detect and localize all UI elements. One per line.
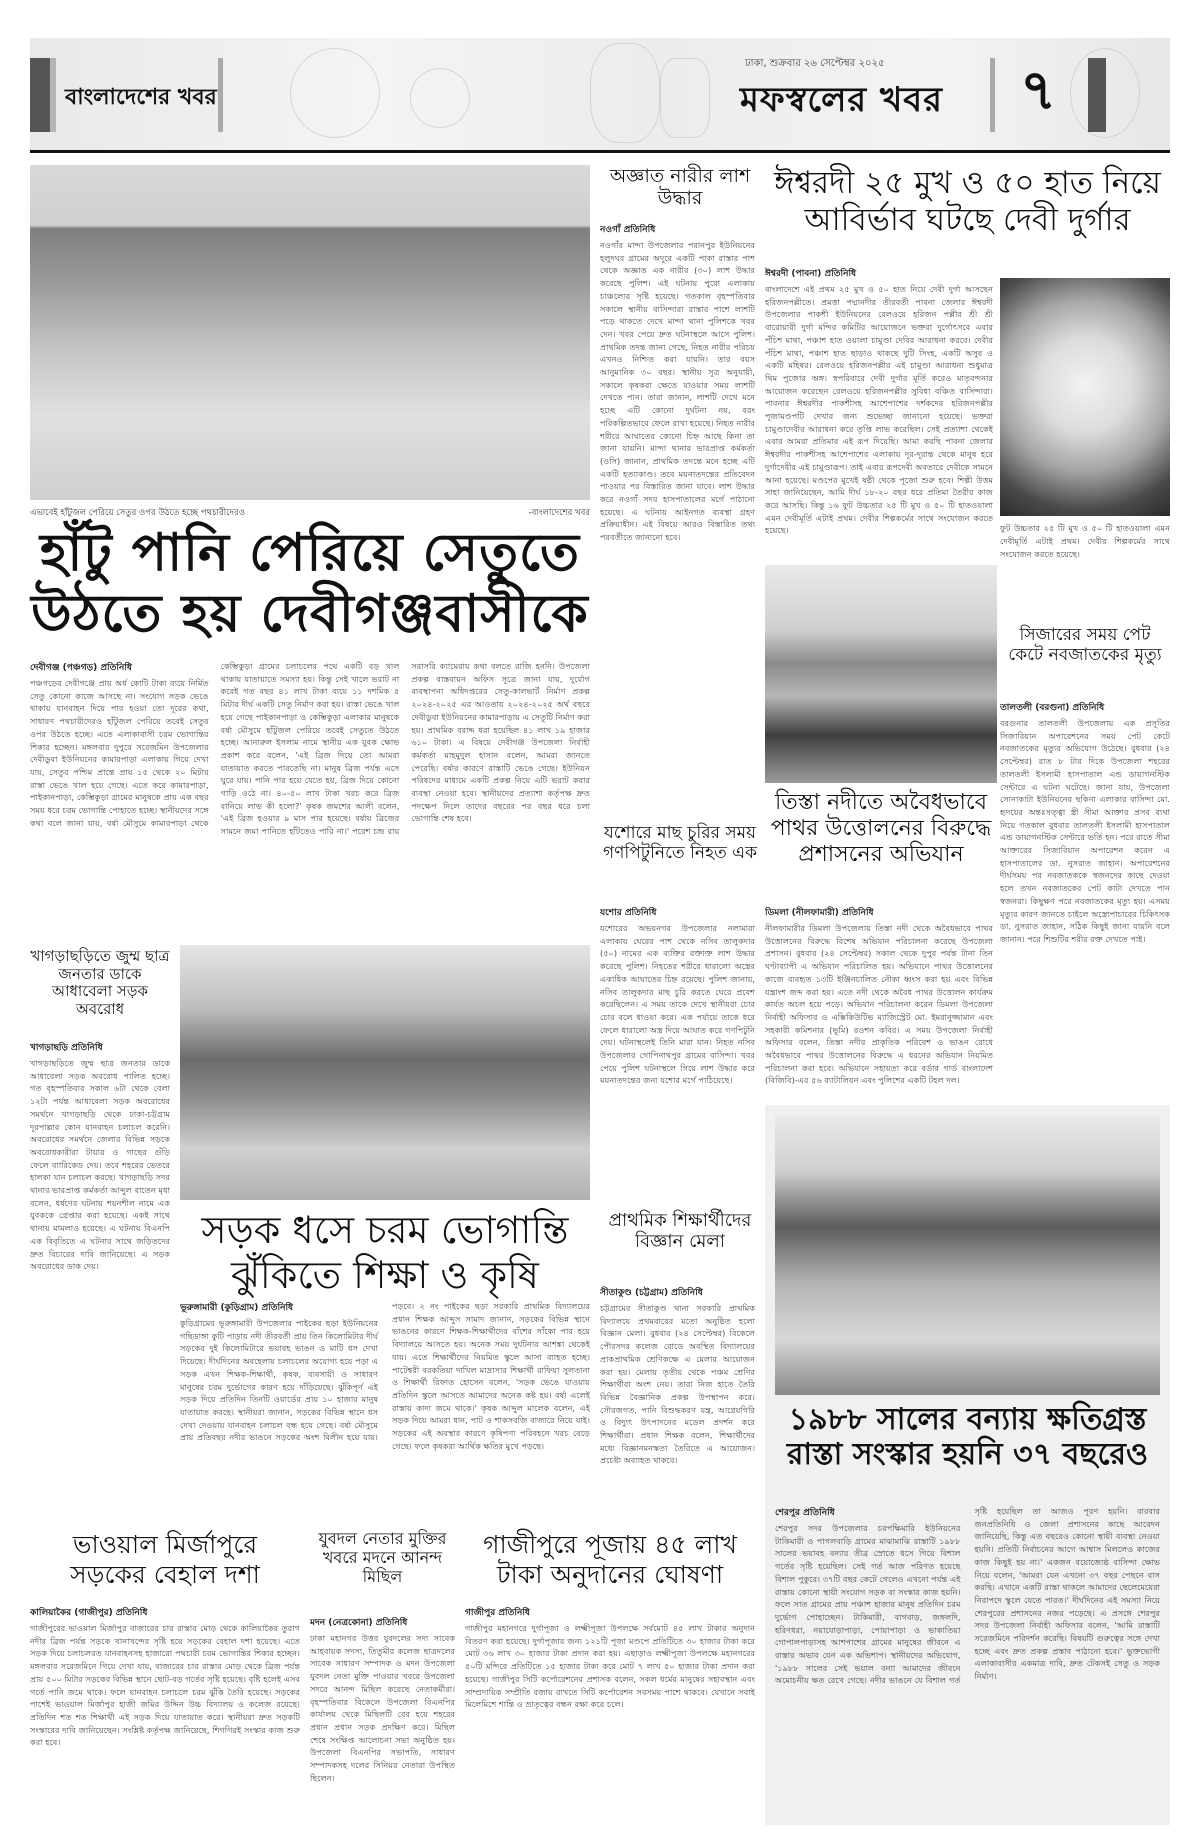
article-body: বাংলাদেশে এই প্রথম ২৫ মুখ ও ৫০ হাত নিয়ে দেবী দুর্গা আসছেন হরিজনপল্লীতে। প্রমত্তা পদ্মানদীর তীরবর্তী পাবনা জেলার ঈশ্বরদী উপজেলার পাকশী ইউনিয়নের রেলওয়ে হরিজন পল্লীর শ্রী শ্রী বারোয়ারী দুর্গা মন্দির কমিটির আয়োজনে ভক্তরা দুর্গোৎসবে এবার পঁচিশ মাথা, পঞ্চাশ হাত ওয়ালা চামুণ্ডা দেবির আরাধনা করবে। দেবীর পঁচিশ মাথা, পঞ্চাশ হাত ছাড়াও থাকছে দুটি সিংহ, একটি অসুর ও একটি মহিষর। রেলওয়ে হরিজনপল্লীর এই চামুণ্ডা আরাধনা শুধুমাত্র থিম পুজোর অঙ্গ। স্বপরিবারে দেবী দুর্গার মূর্তি করেও মাতৃবন্দনার আয়োজন করেছেন রেলওয়ে হরিজনপল্লীর সুবিধা বঞ্চিত বাসিন্দারা। পাবনার ঈশ্বরদীর পাকশীসহ আশেপাশের দর্শকদের হরিজনপল্লীর পূজামণ্ডপটি দেখার জন্য শুভেচ্ছা জানানো হয়েছে। ভক্তরা চামুণ্ডাদেবীর আরাধনা করে তৃপ্তি লাভ করেছিল। সেই প্রত্যাশা থেকেই এবার আমরা প্রতিমার এই রূপ দিয়েছি। আমা করছি পাবনা জেলার ঈশ্বরদীর পাকশীসহ আশেপাশের এলাকায় দূর-দূরান্ত থেকে মানুষ হরে দুর্গাদেবীর এই চামুণ্ডারূপ। তাই এবার রূপদেবী অবতারে দেবীকে সামনে আনা হয়েছে। মণ্ডপের মুখেই ষষ্ঠী থেকে পূজো শুরু হবে। শিল্পী উত্তম সাহা জানিয়েছেন, আমি দীর্ঘ ১৮-২০ বছর ধরে প্রতিমা তৈরীর কাজ করে আসছি। কিন্তু ১৬ ফুট উচ্চতার ২৫ টি মুখ ও ৫০ টি হাতওয়ালা এমন দেবীমূর্তি এটাই প্রথম। দেবীর শিল্পকর্মের সাথে সংযোজন করতে হয়েছে। [765,284,993,536]
byline: নওগাঁ প্রতিনিধি [600,225,656,235]
photo-tista-river [765,565,997,783]
byline: ঈশ্বরদী (পাবনা) প্রতিনিধি [765,269,857,279]
headline-line: ঝুঁকিতে শিক্ষা ও কৃষি [231,1252,539,1297]
headline-1988 [765,1402,1170,1473]
article-body: চট্টগ্রামের সীতাকুণ্ড থানা সরকারি প্রাথমিক বিদ্যালয়ে প্রথমবারের মতো অনুষ্ঠিত হলো বিজ্ঞান মেলা। বুধবার (২৪ সেপ্টেম্বর) বিকেলে পৌরসদর কলেজ রোডে অবস্থিত বিদ্যালয়ের প্রাকপ্রাথমিক শ্রেণিকক্ষে এ মেলার আয়োজন করা হয়। মেলায় তৃতীয় থেকে পঞ্চম শ্রেণির শিক্ষার্থীরা অংশ নেয়। তারা নিজ হাতে তৈরি বিভিন্ন বৈজ্ঞানিক প্রকল্প উপস্থাপন করে। সৌরজগত, পানি বিশুদ্ধকরণ যন্ত্র, আগ্নেয়গিরি ও বিদ্যুৎ উৎপাদনের মডেল প্রদর্শন করে শিক্ষার্থীরা। প্রধান শিক্ষক বলেন, শিক্ষার্থীদের মধ্যে বিজ্ঞানমনস্কতা তৈরিতে এ আয়োজন। প্রচেষ্টা অব্যাহত থাকবে। [600,1303,755,1466]
article-body: শেরপুর সদর উপজেলার চরপক্ষিমারি ইউনিয়নের টাকিমারী ও পাগলবাড়ি গ্রামের মাঝামাঝি রাস্তাটি ১৯৮৮ সালের ভয়াবহ বন্যার তীব্র স্রোতে ধসে গিয়ে বিশাল গর্তের সৃষ্টি হয়েছিল। সেই গর্ত আজ পরিণত হয়েছে বিশাল পুকুরে। ৩৭টি বছর কেটে গেলেও এখনো পর্যন্ত এই রাস্তায় কোনো স্থায়ী সংযোগ সড়ক বা সংস্কার কাজ হয়নি। ফলে সাত গ্রামের প্রায় পঞ্চাশ হাজার মানুষ প্রতিদিন চরম দুর্ভোগ পোহাচ্ছেন। টাকিমারী, বাগবাড়, জঙ্গলদি, হরিণধরা, নয়াযোড়াপাড়া, পোয়াপাড়া ও ভাকাতিয়া গোপালপাড়াসহ আশপাশের গ্রামের মানুষের জীবনে এ রাস্তার অভাব যেন এক অভিশাপ। স্থানীয়দের অভিযোগ, '১৯৮৮ সালের সেই ভয়াল বন্যা আমাদের জীবনে অমোচনীয় ক্ষত রেখে গেছে। নদীর ভাঙনে যে বিশাল গর্ত সৃষ্টি হয়েছিল তা আজও পূরণ হয়নি। বারবার জনপ্রতিনিধি ও জেলা প্রশাসনের কাছে আবেদন জানিয়েছি, কিন্তু এত বছরেও কোনো স্থায়ী ব্যবস্থা নেওয়া হয়নি। প্রতিটি নির্বাচনের আগে আশ্বাস মিললেও কাজের কাজ কিছুই হয় না।' একজন বয়োজ্যেষ্ঠ বাসিন্দা ক্ষোভ নিয়ে বলেন, 'আমরা যেন এখনো ৩৭ বছর পেছনে বাস করছি। এখানে একটি রাস্তা থাকলে আমাদের ছেলেমেয়েরা নিরাপদে স্কুলে যেতে পারত।' দীর্ঘদিনের এই সমস্যা নিয়ে শেরপুরের প্রশাসনের নজর পড়েছে। এ প্রসঙ্গে শেরপুর সদর উপজেলা নির্বাহী অফিসার বলেন, 'আমি রাস্তাটি সরেজমিনে পরিদর্শন করেছি। বিষয়টি গুরুত্বের সঙ্গে দেখা হচ্ছে এবং দ্রুত প্রকল্প প্রস্তাব পাঠানো হবে।' ভুক্তভোগী এলাকাবাসীর একমাত্র দাবি, দ্রুত টেকসই সেতু ও সড়ক নির্মাণ। [775,1506,1160,1686]
article-sijar [1000,700,1170,1095]
article-1988 [775,1505,1160,1820]
byline: যশোর প্রতিনিধি [600,908,657,918]
headline-jubodol: যুবদল নেতার মুক্তির খবরে মদনে আনন্দ মিছিল [318,1529,447,1586]
headline-gazipur [465,1530,755,1589]
photo-flooded-road [30,165,590,500]
date-line: ঢাকা, শুক্রবার ২৬ সেপ্টেম্বর ২০২৫ [745,58,885,69]
article-bhawal [30,1605,300,1825]
headline-line: গাজীপুরে পূজায় ৪৫ লাখ [483,1530,737,1559]
byline: কালিয়াকৈর (গাজীপুর) প্রতিনিধি [30,1608,148,1618]
masthead-accent-bar [1088,58,1106,132]
headline-line: হাঁটু পানি পেরিয়ে সেতুতে [39,522,581,583]
byline: ডিমলা (নীলফামারী) প্রতিনিধি [765,908,874,918]
headline-line: উঠতে হয় দেবীগঞ্জবাসীকে [31,583,589,645]
headline-line: ভাওয়াল মির্জাপুরে [72,1530,258,1559]
headline-bhawal [30,1530,300,1589]
headline-setu [30,522,590,645]
article-durga-continued [1000,520,1170,615]
headline-khagrachari: খাগড়াছড়িতে জুম্ম ছাত্র জনতার ডাকে আধাবেলা সড়ক অবরোধ [30,947,170,1019]
headline-line: রাস্তা সংস্কার হয়নি ৩৭ বছরেও [786,1437,1149,1473]
byline: সীতাকুণ্ড (চট্টগ্রাম) প্রতিনিধি [600,1288,703,1298]
headline-sorok [180,1208,590,1298]
article-body: ঢাকা মহানগর উত্তর যুবদলের সদ্য সাবেক আহবায়ক সদস্য, তিতুমীর কলেজ ছাত্রদলের সাবেক সাধারণ সম্পাদক ও মদন উপজেলা যুবদল নেতা মুক্তি পাওয়ার খবরে উপজেলা সদরে আনন্দ মিছিল করেছে নেতাকর্মীরা। বৃহস্পতিবার বিকেলে উপজেলা বিএনপির কার্যালয় থেকে মিছিলটি বের হয়ে শহরের প্রধান প্রধান সড়ক প্রদক্ষিণ করে। মিছিল শেষে সংক্ষিপ্ত আলোচনা সভা অনুষ্ঠিত হয়। উপজেলা বিএনপির সভাপতি, সাধারণ সম্পাদকসহ দলের সিনিয়র নেতারা উপস্থিত ছিলেন। [310,1633,455,1783]
photo-flooded-road-1988 [775,1115,1160,1395]
article-jubodol [310,1615,455,1825]
photo-durga-idol [1000,278,1170,516]
article-body: যশোরের অভয়নগর উপজেলার নলামারা এলাকায় ঘেরের পাশ থেকে নসিব তালুকদার (৫০) নামের এক ব্যক্তির রক্তাক্ত লাশ উদ্ধার করেছে পুলিশ। নিহতের শরীরে ধারালো অস্ত্রের একাধিক আঘাতের চিহ্ন রয়েছে। পুলিশ জানায়, নসিব তালুকদার মাছ চুরি করতে ঘেরে প্রবেশ করেছিলেন। এ সময় তাকে দেখে স্থানীয়রা চোর চোর বলে ধাওয়া করে। এক পর্যায়ে তাকে ধরে ফেলে ধারালো অস্ত্র দিয়ে আঘাত করে গণপিটুনি দেয়। ঘটনাস্থলেই তিনি মারা যান। নিহত নসিব উপজেলার গোপিনাথপুর গ্রামের বাসিন্দা। খবর পেয়ে পুলিশ ঘটনাস্থলে গিয়ে লাশ উদ্ধার করে ময়নাতদন্তের জন্য যশোর মর্গে পাঠিয়েছে। [600,923,755,1086]
headline-tista [765,790,997,868]
byline: ভূরুঙ্গামারী (কুড়িগ্রাম) প্রতিনিধি [180,1303,294,1313]
headline-line: প্রশাসনের অভিযান [798,841,964,867]
article-body: নওগাঁর মান্দা উপজেলার পরানপুর ইউনিয়নের হলুদঘর গ্রামের অদূরে একটি পাকা রাস্তার পাশ থেকে অজ্ঞাত এক নারীর (৩০) লাশ উদ্ধার করেছে পুলিশ। এই ঘটনায় পুরো এলাকায় চাঞ্চল্যের সৃষ্টি হয়েছে। গতকাল বৃহস্পতিবার সকালে স্থানীয় বাসিন্দারা রাস্তার পাশে লাশটি পড়ে থাকতে দেখে মান্দা থানা পুলিশকে খবর দেন। খবর পেয়ে দ্রুত ঘটনাস্থলে আসে পুলিশ। প্রাথমিক তদন্ত জানা গেছে, নিহত নারীর পরিচয় এখনও নিশ্চিত করা যায়নি। তার বয়স আনুমানিক ৩০ বছর। স্থানীয় সূত্র অনুযায়ী, সকালে কৃষকরা ক্ষেতে যাওয়ার সময় লাশটি দেখতে পান। তারা জানান, লাশটি দেখে মনে হচ্ছে এটি কোনো দুর্ঘটনা নয়, বরং পরিকল্পিতভাবে ফেলে রাখা হয়েছে। নিহত নারীর শরীরে আঘাতের কোনো চিহ্ন আছে কিনা তা জানা যায়নি। মান্দা থানার ভারপ্রাপ্ত কর্মকর্তা (ওসি) জানান, প্রাথমিক তদন্তে মনে হচ্ছে এটি একটি হত্যাকাণ্ড। তবে ময়নাতদন্তের প্রতিবেদন পাওয়ার পর বিস্তারিত জানা যাবে। লাশ উদ্ধার করে নওগাঁ সদর হাসপাতালের মর্গে পাঠানো হয়েছে। এ ঘটনায় আইনগত ব্যবস্থা গ্রহণ প্রক্রিয়াধীন। এই বিষয়ে আরও বিস্তারিত তথ্য পরবর্তীতে জানানো হবে। [600,240,755,543]
headline-line: ঈশ্বরদী ২৫ মুখ ও ৫০ হাত নিয়ে [774,165,1161,201]
headline-line: ১৯৮৮ সালের বন্যায় ক্ষতিগ্রস্ত [788,1402,1147,1437]
byline: গাজীপুর প্রতিনিধি [465,1608,530,1618]
article-body: বরগুনার তালতলী উপজেলায় এক প্রসূতির সিজারিয়ান অপারেশনের সময় পেট কেটে নবজাতকের মৃত্যুর অভিযোগ উঠেছে। বুধবার (২৪ সেপ্টেম্বর) রাত ৮ টার দিকে উপজেলা শহরের তালতলী ইসলামী হাসপাতাল এন্ড ডায়াগনস্টিক সেন্টারে এ ঘটনা ঘটেছে। জানা যায়, উপজেলা সোনাকাটা ইউনিয়নের ছকিনা এলাকার বাসিন্দা মো. হৃদয়ের অন্তঃসত্ত্বা স্ত্রী সীমা আক্তার প্রসব ব্যথা নিয়ে গতকাল বুধবার তালতলী ইসলামী হাসপাতাল এন্ড ডায়াগনস্টিক সেন্টারে ভর্তি হন। পরে রাতে সীমা আক্তারের সিজারিয়ান অপারেশন করেন এ হাসপাতালের ডা. নুসরাত জাহান। অপারেশনের দীর্ঘসময় পর নবজাতককে স্বজনদের কাছে দেওয়া হলে তখন নবজাতকের পেট কাটা দেখতে পান স্বজনরা। কিছুক্ষণ পরে নবজাতকের মৃত্যু হয়। এসময় মৃত্যুর কারণ জানতে চাইলে অস্ত্রোপাচারের চিকিৎসক ডা. নুসরাত জাহান, সঠিক কিছুই জানা যায়নি বলে জানান। পরে শিশুটির শরীর রক্ত দেখতে পাই। [1000,718,1170,944]
article-tista [765,905,993,1095]
article-gazipur [465,1605,755,1825]
headline-sijar: সিজারের সময় পেট কেটে নবজাতকের মৃত্যু [1008,625,1162,666]
article-body: ফুট উচ্চতার ২৫ টি মুখ ও ৫০ টি হাতওয়ালা এমন দেবীমূর্তি এটাই প্রথম। দেবীর শিল্পকর্মের সাথে সংযোজন করতে হয়েছে। [1000,523,1170,559]
article-body: পঞ্চগড়ের দেবীগঞ্জে প্রায় অর্ধ কোটি টাকা ব্যয়ে নির্মিত সেতু কোনো কাজে আসছে না। সংযোগ সড়ক ভেঙে থাকায় যানবাহন দিয়ে পার হওয়া তো দূরের কথা, সাধারণ পথচারীদেরও হাঁটুজল পেরিয়ে তবেই সেতুর ওপর উঠতে হচ্ছে। এতে এলাকাবাসী চরম ভোগান্তির শিকার হচ্ছেন। মঙ্গলবার দুপুরে সরেজমিন উপজেলার দেবীডুবা ইউনিয়নের কামারপাড়া এলাকায় গিয়ে দেখা যায়, সেতুর পশ্চিম প্রান্তে প্রায় ১৫ থেকে ২০ মিটার রাস্তা ভেঙে খাল হয়ে গেছে। এতে করে কামারপাড়া, পাইকানপাড়া, কেম্ভিকুড়া গ্রামের মানুষকে প্রায় এক বছর সময় ধরে চরম ভোগান্তি পোহাতে হচ্ছে। স্থানীয়দের সঙ্গে কথা বলে জানা যায়, বর্ষা মৌসুমে কামারপাড়া থেকে কেম্ভিকুড়া গ্রামের চলাচলের পথে একটি বড় খাল থাকায় যাতায়াতে সমস্যা হয়। কিন্তু সেই খালে ভরাট না করেই গত বছর ৪১ লাখ টাকা ব্যয়ে ১১ দশমিক ৫ মিটার দীর্ঘ একটি সেতু নির্মাণ করা হয়। রাস্তা ভেঙে খাল হয়ে গেছে পাইকানপাড়া ও কেম্ভিকুড়া এলাকার মানুষকে বর্ষা মৌসুমে হাঁটুজল পেরিয়ে তবেই সেতুতে উঠতে হচ্ছে। আনারুল ইসলাম নামে স্থানীয় এক যুবক ক্ষোভ প্রকাশ করে বলেন, 'এই ব্রিজ দিয়ে তো আমরা যাতায়াত করতে পারতেছি না। মানুষ ব্রিজ পর্যন্ত এসে ঘুরে যায়। পানি পার হয়ে যেতে হয়, ব্রিজ দিয়ে কোনো গাড়ি ওঠে না। ৪০-৫০ লাখ টাকা খরচ করে ব্রিজ বানিয়ে লাভ কী হলো?' কৃষক জমশের আলী বলেন, 'এই ব্রিজ হওয়ার ৯ মাস পার হয়েছে। বর্ষায় ব্রিজের সামনে জমা পানিতে হাঁটতেও পারি না।' পরেশ চন্দ্র রায় সরাসরি ক্যামেরায় কথা বলতে রাজি হননি। উপজেলা প্রকল্প বাস্তবায়ন অফিস সূত্রে জানা যায়, দুর্যোগ ব্যবস্থাপনা অধিদপ্তরের সেতু-কালভার্ট নির্মাণ প্রকল্প ২০২৪-২০২৫ এর আওতায় ২০২৪-২০২৫ অর্থ বছরে দেবীডুবা ইউনিয়নের কামারপাড়ায় এ সেতুটি নির্মাণ করা হয়। প্রাথমিক বরাদ্দ ধরা হয়েছিল ৪১ লাখ ১৯ হাজার ৬১০ টাকা। এ বিষয়ে দেবীগঞ্জ উপজেলা নির্বাহী কর্মকর্তা মাহমুদুল হাসান বলেন, আমরা জানতে পেরেছি। বর্ষার কারণে রাস্তাটি ভেঙে গেছে। ইউনিয়ন পরিষদের মাধ্যমে একটি প্রকল্প নিয়ে এটি ভরাট করার ব্যবস্থা নেওয়া হবে। স্থানীয়দের প্রত্যাশা কর্তৃপক্ষ দ্রুত পদক্ষেপ নিলে তাদের বছরের পর বছর ধরে চলা ভোগান্তি শেষ হবে। [30,661,590,837]
headline-durga [765,165,1170,238]
masthead-accent-bar [50,58,56,132]
masthead-rule [30,150,1170,153]
photo-collapsed-road [180,945,590,1200]
headline-line: টাকা অনুদানের ঘোষণা [496,1559,724,1589]
headline-nari: অজ্ঞাত নারীর লাশ উদ্ধার [609,165,751,210]
page-number: ৭ [1020,57,1057,123]
byline: শেরপুর প্রতিনিধি [775,1508,835,1518]
byline: দেবীগঞ্জ (পঞ্চগড়) প্রতিনিধি [30,663,132,673]
masthead-accent-bar [30,58,50,132]
article-sorok [180,1300,590,1510]
photo-credit: -বাংলাদেশের খবর [528,508,590,518]
article-body: কুড়িগ্রামের ভূরুঙ্গামারী উপজেলার পাইকের ছড়া ইউনিয়নের গছিডাঙ্গা কুটি পাড়ায় নদী তীরবর্তী প্রায় তিন কিলোমিটার দীর্ঘ সড়কের দুই কিলোমিটারে ভয়াবহ ভাঙন ও মাটি ধস দেখা দিয়েছে। দীর্ঘদিনের অবহেলায় চলাচলের অযোগ্য হয়ে পড়া এ সড়ক এখন শিক্ষক-শিক্ষার্থী, কৃষক, ব্যবসায়ী ও সাধারণ মানুষের চরম দুর্ভোগের কারণ হয়ে দাঁড়িয়েছে। ঝুঁকিপূর্ণ এই সড়ক দিয়ে প্রতিদিন তিনটি ওয়ার্ডের প্রায় ১০ হাজার মানুষ যাতায়াত করছে। স্থানীয়রা জানান, সড়কের বিভিন্ন স্থানে ধস দেখা দেওয়ায় যানবাহন চলাচল বন্ধ হয়ে গেছে। বর্ষা মৌসুমে প্রায় প্রতিবছর নদীর ভাঙনে সড়কের অংশ বিলীন হয়ে যায়। পড়বে। ২ নং পাইকের ছড়া সরকারি প্রাথমিক বিদ্যালয়ের প্রধান শিক্ষক আব্দুস সামাদ জানান, সড়কের বিভিন্ন স্থানে ভাঙনের কারণে শিক্ষক-শিক্ষার্থীদের বাঁশের সাঁকো পার হয়ে বিদ্যালয়ে আসতে হয়। অনেক সময় দুর্ঘটনার আশঙ্কা থেকেই যায়। এতে শিক্ষার্থীদের নিয়মিত স্কুলে আসা ব্যাহত হচ্ছে। পাটেশ্বরী বরকতিয়া দাখিল মাদ্রাসার শিক্ষার্থী রাফিয়া সুলতানা ও শিক্ষার্থী রিফাত হোসেন বলেন, 'সড়ক ভেঙে যাওয়ায় প্রতিদিন স্কুলে আসতে আমাদের অনেক কষ্ট হয়। বর্ষা এলেই রাস্তায় কাদা জমে থাকে।' কৃষক আব্দুল মালেক বলেন, এই সড়ক দিয়ে আমরা ধান, পাট ও শাকসবজি বাজারে নিয়ে যাই। সড়কের এই অবস্থার কারণে কৃষিপণ্য পরিবহনে খরচ বেড়ে গেছে। ফলে কৃষকরা আর্থিক ক্ষতির মুখে পড়ছে। [180,1301,590,1451]
article-body: গাজীপুর মহানগরে দুর্গাপূজা ও লক্ষ্মীপূজা উপলক্ষে সর্বমোট ৪৫ লাখ টাকার অনুদান বিতরণ করা হয়েছে। দুর্গাপূজার জন্য ১২১টি পূজা মণ্ডপে প্রতিটিতে ৩০ হাজার টাকা করে মোট ৩৬ লাখ ৩০ হাজার টাকা প্রদান করা হয়। এছাড়াও লক্ষ্মীপূজা উপলক্ষে মহানগরের ৫০টি মন্দিরে প্রতিটিতে ১৫ হাজার টাকা করে মোট ৭ লাখ ৫০ হাজার টাকা প্রদান করা হয়েছে। গাজীপুর সিটি কর্পোরেশনের প্রশাসক বলেন, সকল ধর্মের মানুষের সহাবস্থান এবং সাম্প্রদায়িক সম্প্রীতি বজায় রাখতে সিটি কর্পোরেশন সবসময় পাশে থাকবে। যেখানে সবাই মিলেমিশে শান্তি ও ভ্রাতৃত্বের বন্ধন রক্ষা করে চলে। [465,1623,755,1710]
masthead-divider [990,58,995,132]
photo-caption: এভাবেই হাঁটুজল পেরিয়ে সেতুর ওপর উঠতে হচ্ছে পথচারীদেরও [30,508,245,518]
headline-jessore: যশোরে মাছ চুরির সময় গণপিটুনিতে নিহত এক [602,823,757,864]
article-body: খাগড়াছড়িতে জুম্ম ছাত্র জনতার ডাকে আধাবেলা সড়ক অবরোধ পালিত হচ্ছে। গত বৃহস্পতিবার সকাল ৬টা থেকে বেলা ১২টা পর্যন্ত আধাবেলা সড়ক অবরোধের সমর্থনে খাগড়াছড়ি থেকে ঢাকা-চট্টগ্রাম দূরপাল্লার কোন যানবাহন চলাচল করেনি। অবরোধের সমর্থনে জেলার বিভিন্ন সড়কে অবরোধকারীরা টায়ার ও গাছের গুঁড়ি ফেলে ব্যারিকেড দেয়। তবে শহরের ভেতরে হালকা যান চলাচল করছে। খাগড়াছড়ি সদর থানার ভারপ্রাপ্ত কর্মকর্তা আব্দুল বাতেন মৃধা বলেন, ধর্ষণের ঘটনায় শয়নশীল নামে এক যুবককে গ্রেপ্তার করা হয়েছে। একই সাথে থানায় মামলাও হয়েছে। এ ঘটনায় বিএনপি এক বিবৃতিতে এ ঘটনার সাথে জড়িতদের দ্রুত বিচারের দাবি জানিয়েছে। এ সড়ক অবরোধের ডাক দেয়। [30,1058,170,1272]
headline-line: সড়কের বেহাল দশা [70,1559,260,1589]
article-durga [765,266,993,552]
article-jessore [600,905,755,1155]
byline: তালতলী (বরগুনা) প্রতিনিধি [1000,703,1105,713]
masthead-divider [218,58,223,132]
headline-biggan: প্রাথমিক শিক্ষার্থীদের বিজ্ঞান মেলা [608,1210,752,1253]
byline: খাগড়াছড়ি প্রতিনিধি [30,1043,103,1053]
headline-line: পাথর উত্তোলনের বিরুদ্ধে [770,815,992,841]
article-body: গাজীপুরের ভাওয়াল মির্জাপুর বাজারের চার রাস্তার মোড় থেকে কালিয়াকৈর তুরাগ নদীর ব্রিজ পর্যন্ত সড়কে খানাখন্দের সৃষ্টি হয়ে সড়কের বেহাল দশা হয়েছে। এতে সড়ক দিয়ে চলাচলরত যানবাহনসহ হাজারো পথচারী চরম ভোগান্তির শিকার হচ্ছেন। মঙ্গলবার সরেজমিনে গিয়ে দেখা যায়, বাজারের চার রাস্তার মোড় থেকে ব্রিজ পর্যন্ত প্রায় ৫০০ মিটার সড়কের বিভিন্ন স্থানে ছোট-বড় গর্তের সৃষ্টি হয়েছে। বৃষ্টি হলেই এসব গর্তে পানি জমে থাকে। ফলে যানবাহন চলাচলে চরম ঝুঁকি তৈরি হয়েছে। সড়কের পাশেই ভাওয়াল মির্জাপুর হাজী জমির উদ্দিন উচ্চ বিদ্যালয় ও কলেজ রয়েছে। প্রতিদিন শত শত শিক্ষার্থী এই সড়ক দিয়ে যাতায়াত করে। স্থানীয়রা দ্রুত সড়কটি সংস্কারের দাবি জানিয়েছেন। সংশ্লিষ্ট কর্তৃপক্ষ জানিয়েছে, শিগগিরই সংস্কার কাজ শুরু করা হবে। [30,1623,300,1748]
article-khagrachari [30,1040,170,1510]
article-setu [30,660,590,930]
headline-line: সড়ক ধসে চরম ভোগান্তি [201,1208,569,1252]
article-body: নীলফামারীর ডিমলা উপজেলায় তিস্তা নদী থেকে অবৈধভাবে পাথর উত্তোলনের বিরুদ্ধে বিশেষ অভিযান পরিচালনা করেছে উপজেলা প্রশাসন। বুধবার (২৪ সেপ্টেম্বর) সকাল থেকে দুপুর পর্যন্ত টানা তিন ঘণ্টাব্যাপী এ অভিযান পরিচালিত হয়। অভিযানে পাথর উত্তোলনের কাজে ব্যবহৃত ১৩টি ইঞ্জিনচালিত নৌকা ধ্বংস করা হয় এবং বিভিন্ন যন্ত্রাংশ জব্দ করা হয়। এতে নদী থেকে অবৈধ পাথর উত্তোলন কার্যক্রম কার্যত অচল হয়ে পড়ে। অভিযান পরিচালনা করেন ডিমলা উপজেলা নির্বাহী অফিসার ও এক্সিকিউটিভ ম্যাজিস্ট্রেট মো. ইমরানুজ্জামান এবং সহকারী কমিশনার (ভূমি) রওশন কবির। এ সময় উপজেলা নির্বাহী অফিসার বলেন, তিস্তা নদীর প্রাকৃতিক পরিবেশ ও ভাঙন রোধে অবৈধভাবে পাথর উত্তোলনের বিরুদ্ধে এ ধরনের অভিযান নিয়মিত পরিচালনা করা হবে। অভিযানে সহায়তা করে বর্ডার গার্ড বাংলাদেশ (বিজিবি)-এর ৫৬ ব্যাটালিয়ন এবং পুলিশের একটি টহল দল। [765,923,993,1086]
section-title-right: মফস্বলের খবর [740,80,943,120]
headline-line: তিস্তা নদীতে অবৈধভাবে [774,790,988,815]
headline-line: আবির্ভাব ঘটছে দেবী দুর্গার [804,201,1131,238]
byline: মদন (নেত্রকোনা) প্রতিনিধি [310,1618,408,1628]
article-biggan [600,1285,755,1510]
section-title-left: বাংলাদেশের খবর [65,84,217,110]
article-nari [600,222,755,774]
